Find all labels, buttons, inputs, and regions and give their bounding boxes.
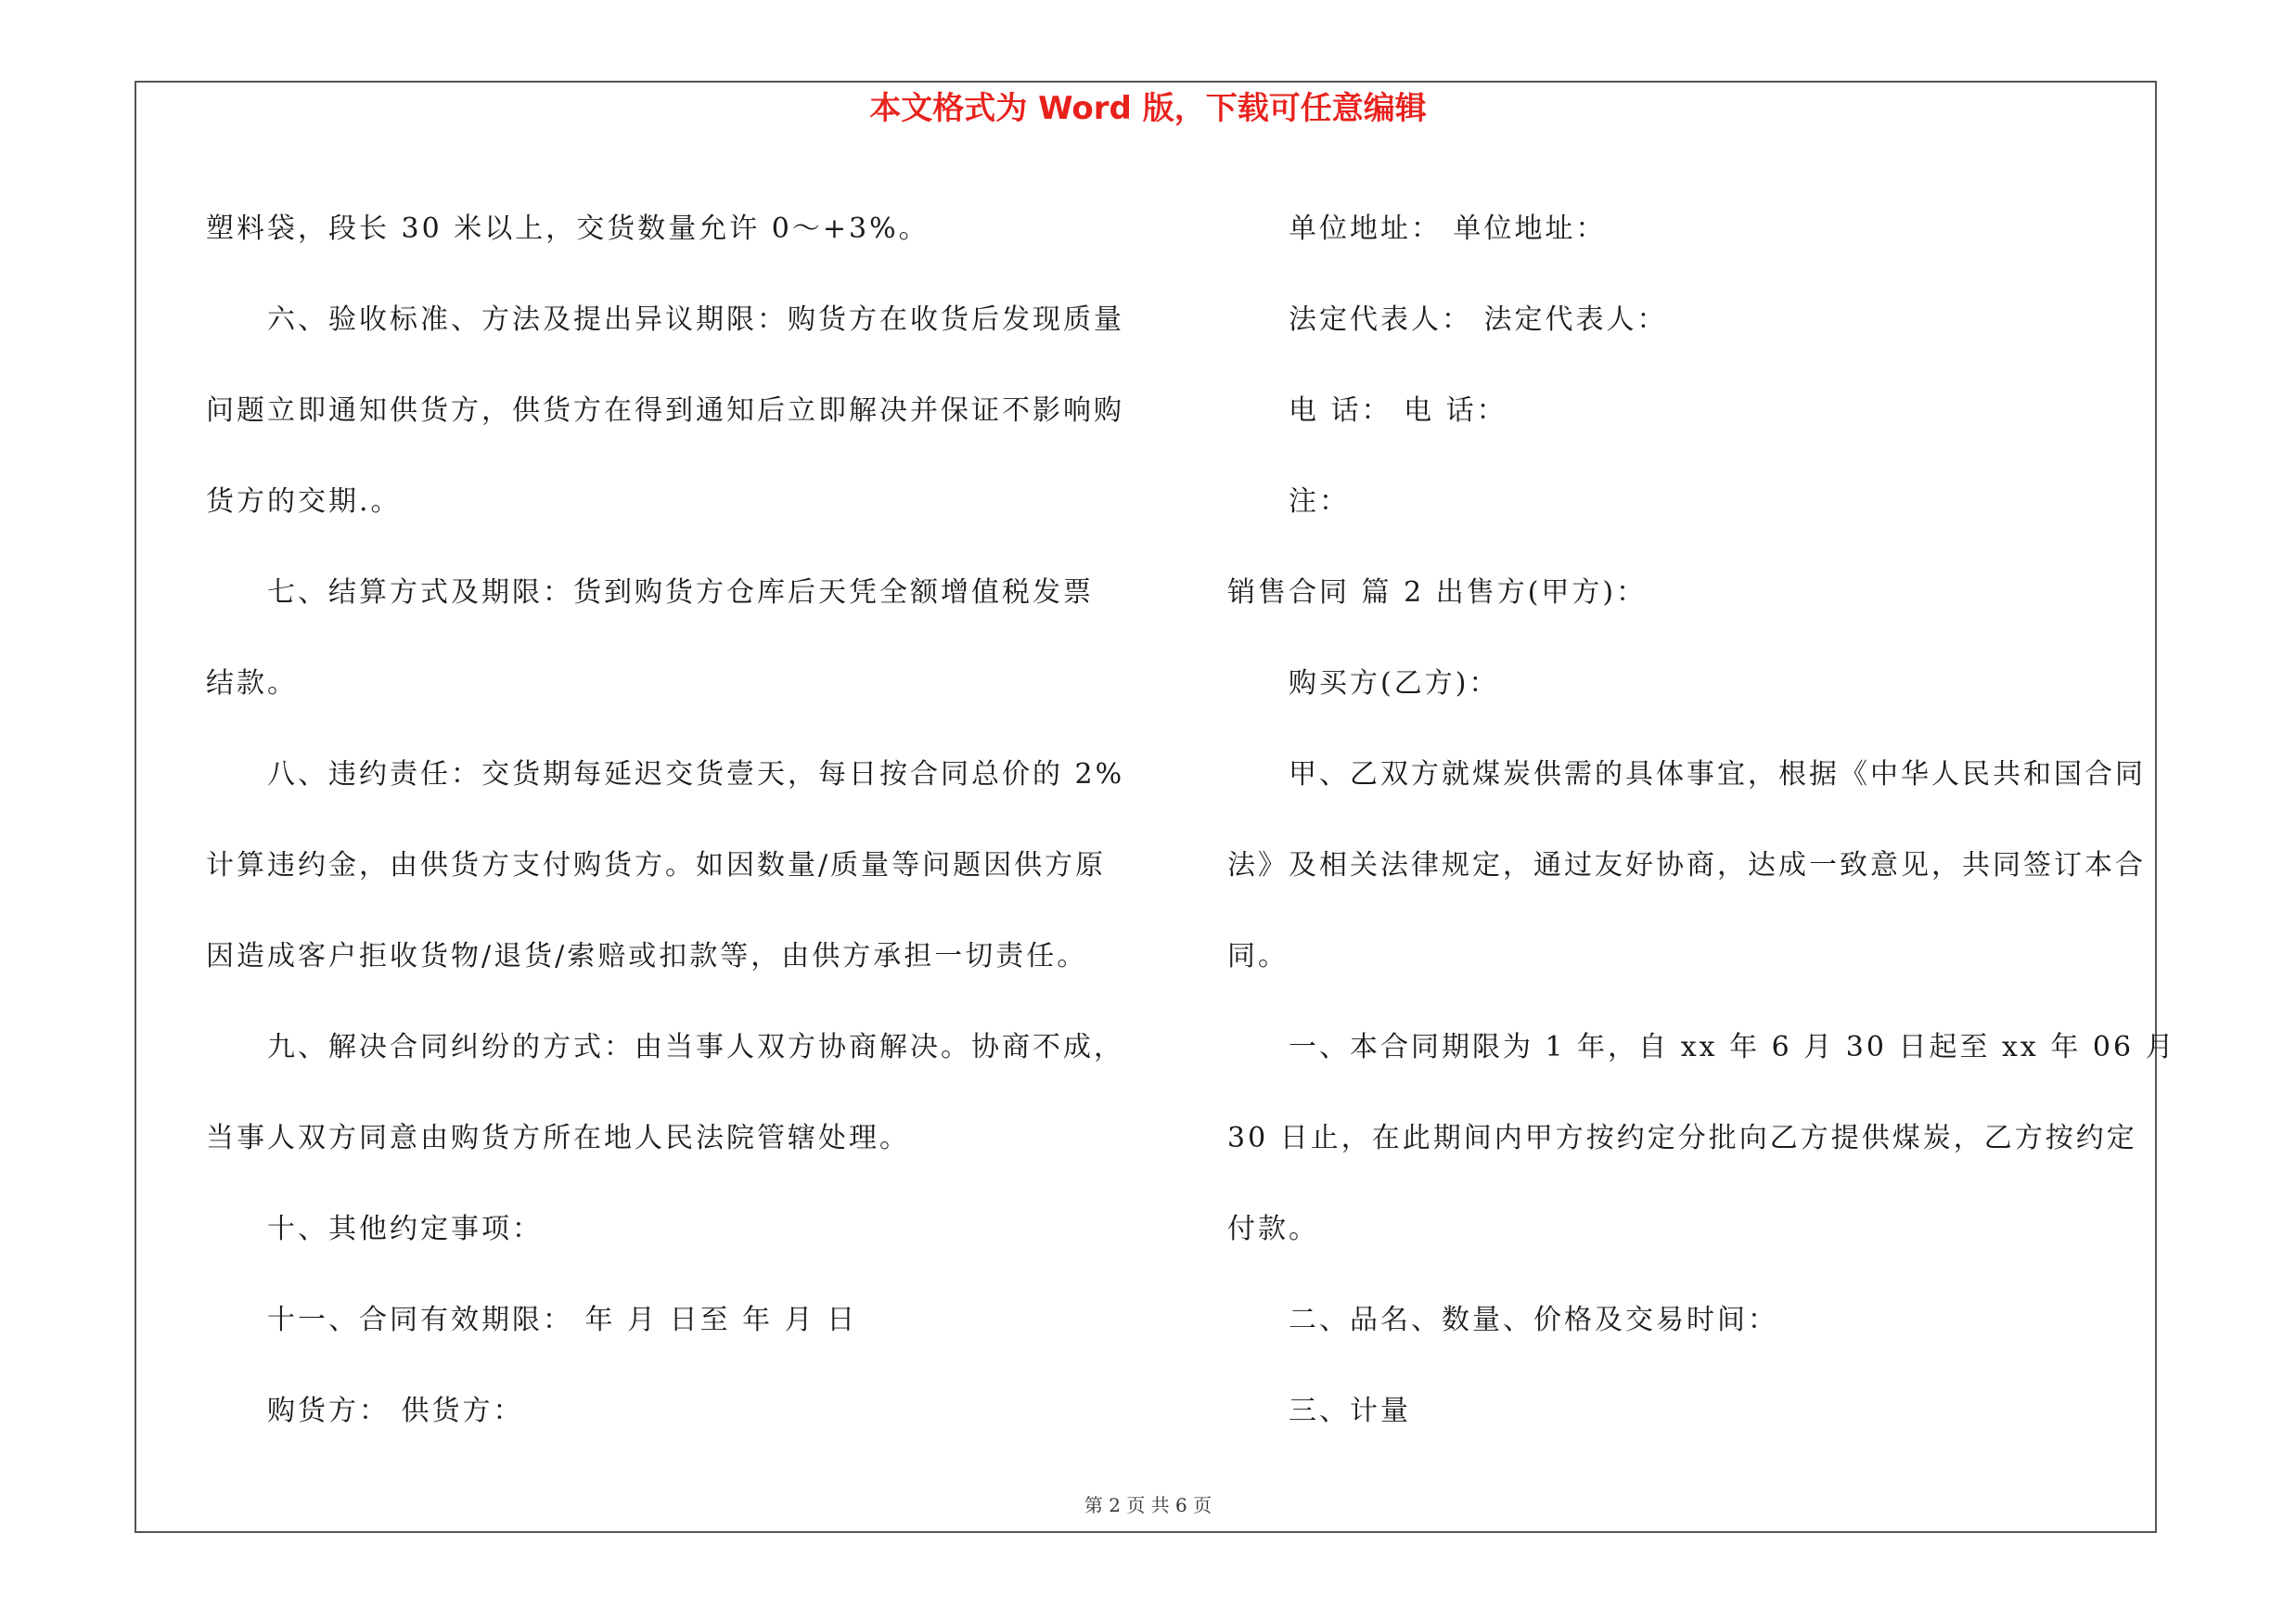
text-line: 注：: [1289, 485, 1350, 518]
text-line: 十一、合同有效期限： 年 月 日至 年 月 日: [267, 1304, 858, 1336]
text-line: 问题立即通知供货方，供货方在得到通知后立即解决并保证不影响购: [206, 394, 1124, 427]
text-line: 计算违约金，由供货方支付购货方。如因数量/质量等问题因供方原: [206, 849, 1107, 882]
text-line: 甲、乙双方就煤炭供需的具体事宜，根据《中华人民共和国合同: [1289, 758, 2146, 791]
text-line: 法》及相关法律规定，通过友好协商，达成一致意见，共同签订本合: [1227, 849, 2146, 882]
text-line: 因造成客户拒收货物/退货/索赔或扣款等，由供方承担一切责任。: [206, 940, 1088, 973]
page-number-footer: 第 2 页 共 6 页: [1084, 1494, 1212, 1516]
text-line: 二、品名、数量、价格及交易时间：: [1289, 1304, 1778, 1336]
text-line: 一、本合同期限为 1 年，自 xx 年 6 月 30 日起至 xx 年 06 月: [1289, 1031, 2176, 1063]
text-line: 八、违约责任：交货期每延迟交货壹天，每日按合同总价的 2%: [267, 758, 1125, 791]
text-line: 塑料袋，段长 30 米以上，交货数量允许 0～+3%。: [206, 213, 930, 245]
text-line: 六、验收标准、方法及提出异议期限：购货方在收货后发现质量: [267, 303, 1124, 336]
left-column: [206, 184, 1161, 1457]
text-line: 单位地址： 单位地址：: [1289, 213, 1607, 245]
text-line: 十、其他约定事项：: [267, 1213, 543, 1245]
text-line: 电 话： 电 话：: [1289, 394, 1507, 427]
text-line: 货方的交期.。: [206, 485, 402, 518]
text-line: 付款。: [1227, 1213, 1319, 1245]
text-line: 法定代表人： 法定代表人：: [1289, 303, 1668, 336]
text-line: 当事人双方同意由购货方所在地人民法院管辖处理。: [206, 1122, 910, 1154]
text-line: 同。: [1227, 940, 1289, 973]
text-line: 购货方： 供货方：: [267, 1395, 524, 1427]
text-line: 30 日止，在此期间内甲方按约定分批向乙方提供煤炭，乙方按约定: [1227, 1122, 2137, 1154]
text-line: 九、解决合同纠纷的方式：由当事人双方协商解决。协商不成，: [267, 1031, 1124, 1063]
text-line: 购买方(乙方)：: [1289, 667, 1500, 700]
text-line: 七、结算方式及期限：货到购货方仓库后天凭全额增值税发票: [267, 576, 1094, 609]
text-line: 三、计量: [1289, 1395, 1411, 1427]
section-heading: 销售合同 篇 2 出售方(甲方)：: [1227, 576, 1648, 609]
format-banner: 本文格式为 Word 版，下载可任意编辑: [869, 90, 1427, 127]
right-column: [1227, 184, 2176, 1457]
text-line: 结款。: [206, 667, 298, 700]
